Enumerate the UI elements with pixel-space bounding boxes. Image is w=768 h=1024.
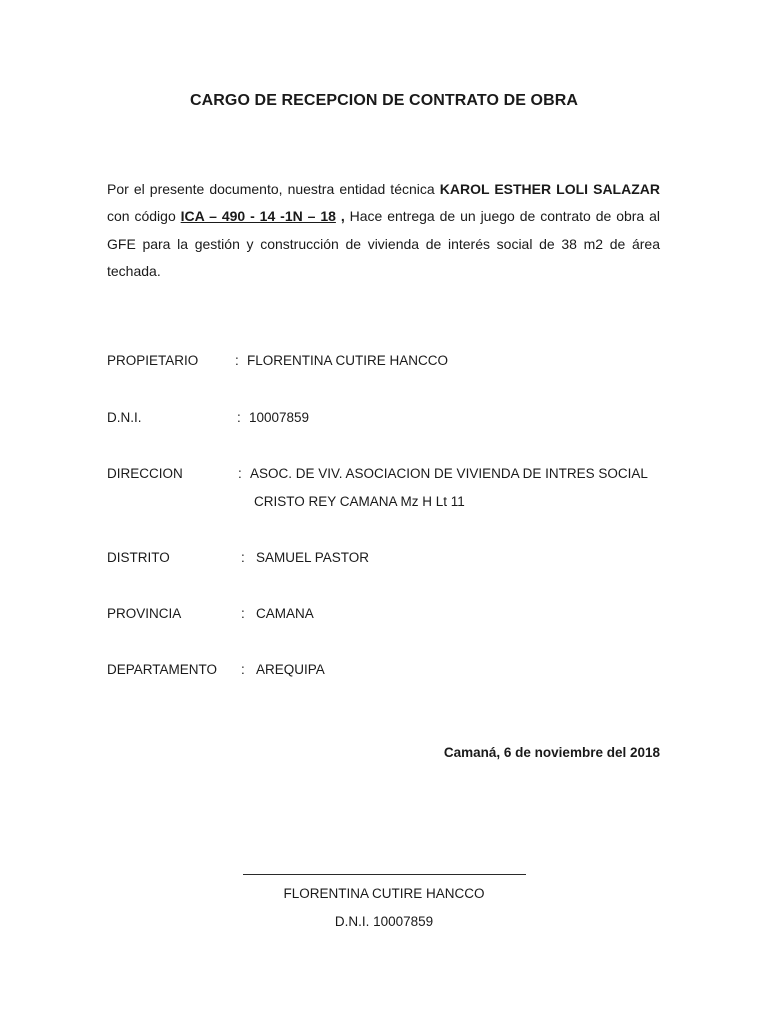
intro-text-1: Por el presente documento, nuestra entidad técnica xyxy=(107,181,440,197)
entity-name: KAROL ESTHER LOLI SALAZAR xyxy=(439,181,660,197)
field-value-line2: CRISTO REY CAMANA Mz H Lt 11 xyxy=(254,494,465,509)
field-label: DISTRITO xyxy=(107,550,170,565)
code-comma: , xyxy=(335,208,345,225)
intro-paragraph xyxy=(107,176,660,285)
field-value: SAMUEL PASTOR xyxy=(256,550,370,565)
field-label: D.N.I. xyxy=(107,410,142,425)
field-label: PROVINCIA xyxy=(107,606,182,621)
field-colon: : xyxy=(241,606,245,621)
signature-dni: D.N.I. 10007859 xyxy=(334,914,434,929)
field-colon: : xyxy=(235,353,239,368)
document-title: CARGO DE RECEPCION DE CONTRATO DE OBRA xyxy=(189,92,579,109)
field-value: CAMANA xyxy=(256,606,314,621)
field-value: 10007859 xyxy=(249,410,310,425)
field-colon: : xyxy=(237,410,241,425)
intro-text-2: con código xyxy=(107,208,181,225)
entity-code: ICA – 490 - 14 -1N – 18 xyxy=(180,208,336,225)
field-colon: : xyxy=(238,466,242,481)
field-value: AREQUIPA xyxy=(256,662,325,677)
intro-text-3: Hace entrega de un juego de contrato de obra al GFE para la gestión y construcción de vivienda de interés social de 38 m2 de área techada. xyxy=(107,208,661,279)
field-label: PROPIETARIO xyxy=(107,353,199,368)
document-date: Camaná, 6 de noviembre del 2018 xyxy=(443,745,660,760)
field-value: FLORENTINA CUTIRE HANCCO xyxy=(247,353,449,368)
field-colon: : xyxy=(241,662,245,677)
field-value: ASOC. DE VIV. ASOCIACION DE VIVIENDA DE INTRES SOCIAL xyxy=(250,466,648,481)
field-label: DEPARTAMENTO xyxy=(107,662,218,677)
signature-name: FLORENTINA CUTIRE HANCCO xyxy=(283,886,485,901)
field-colon: : xyxy=(241,550,245,565)
signature-line xyxy=(243,874,526,875)
field-label: DIRECCION xyxy=(107,466,183,481)
